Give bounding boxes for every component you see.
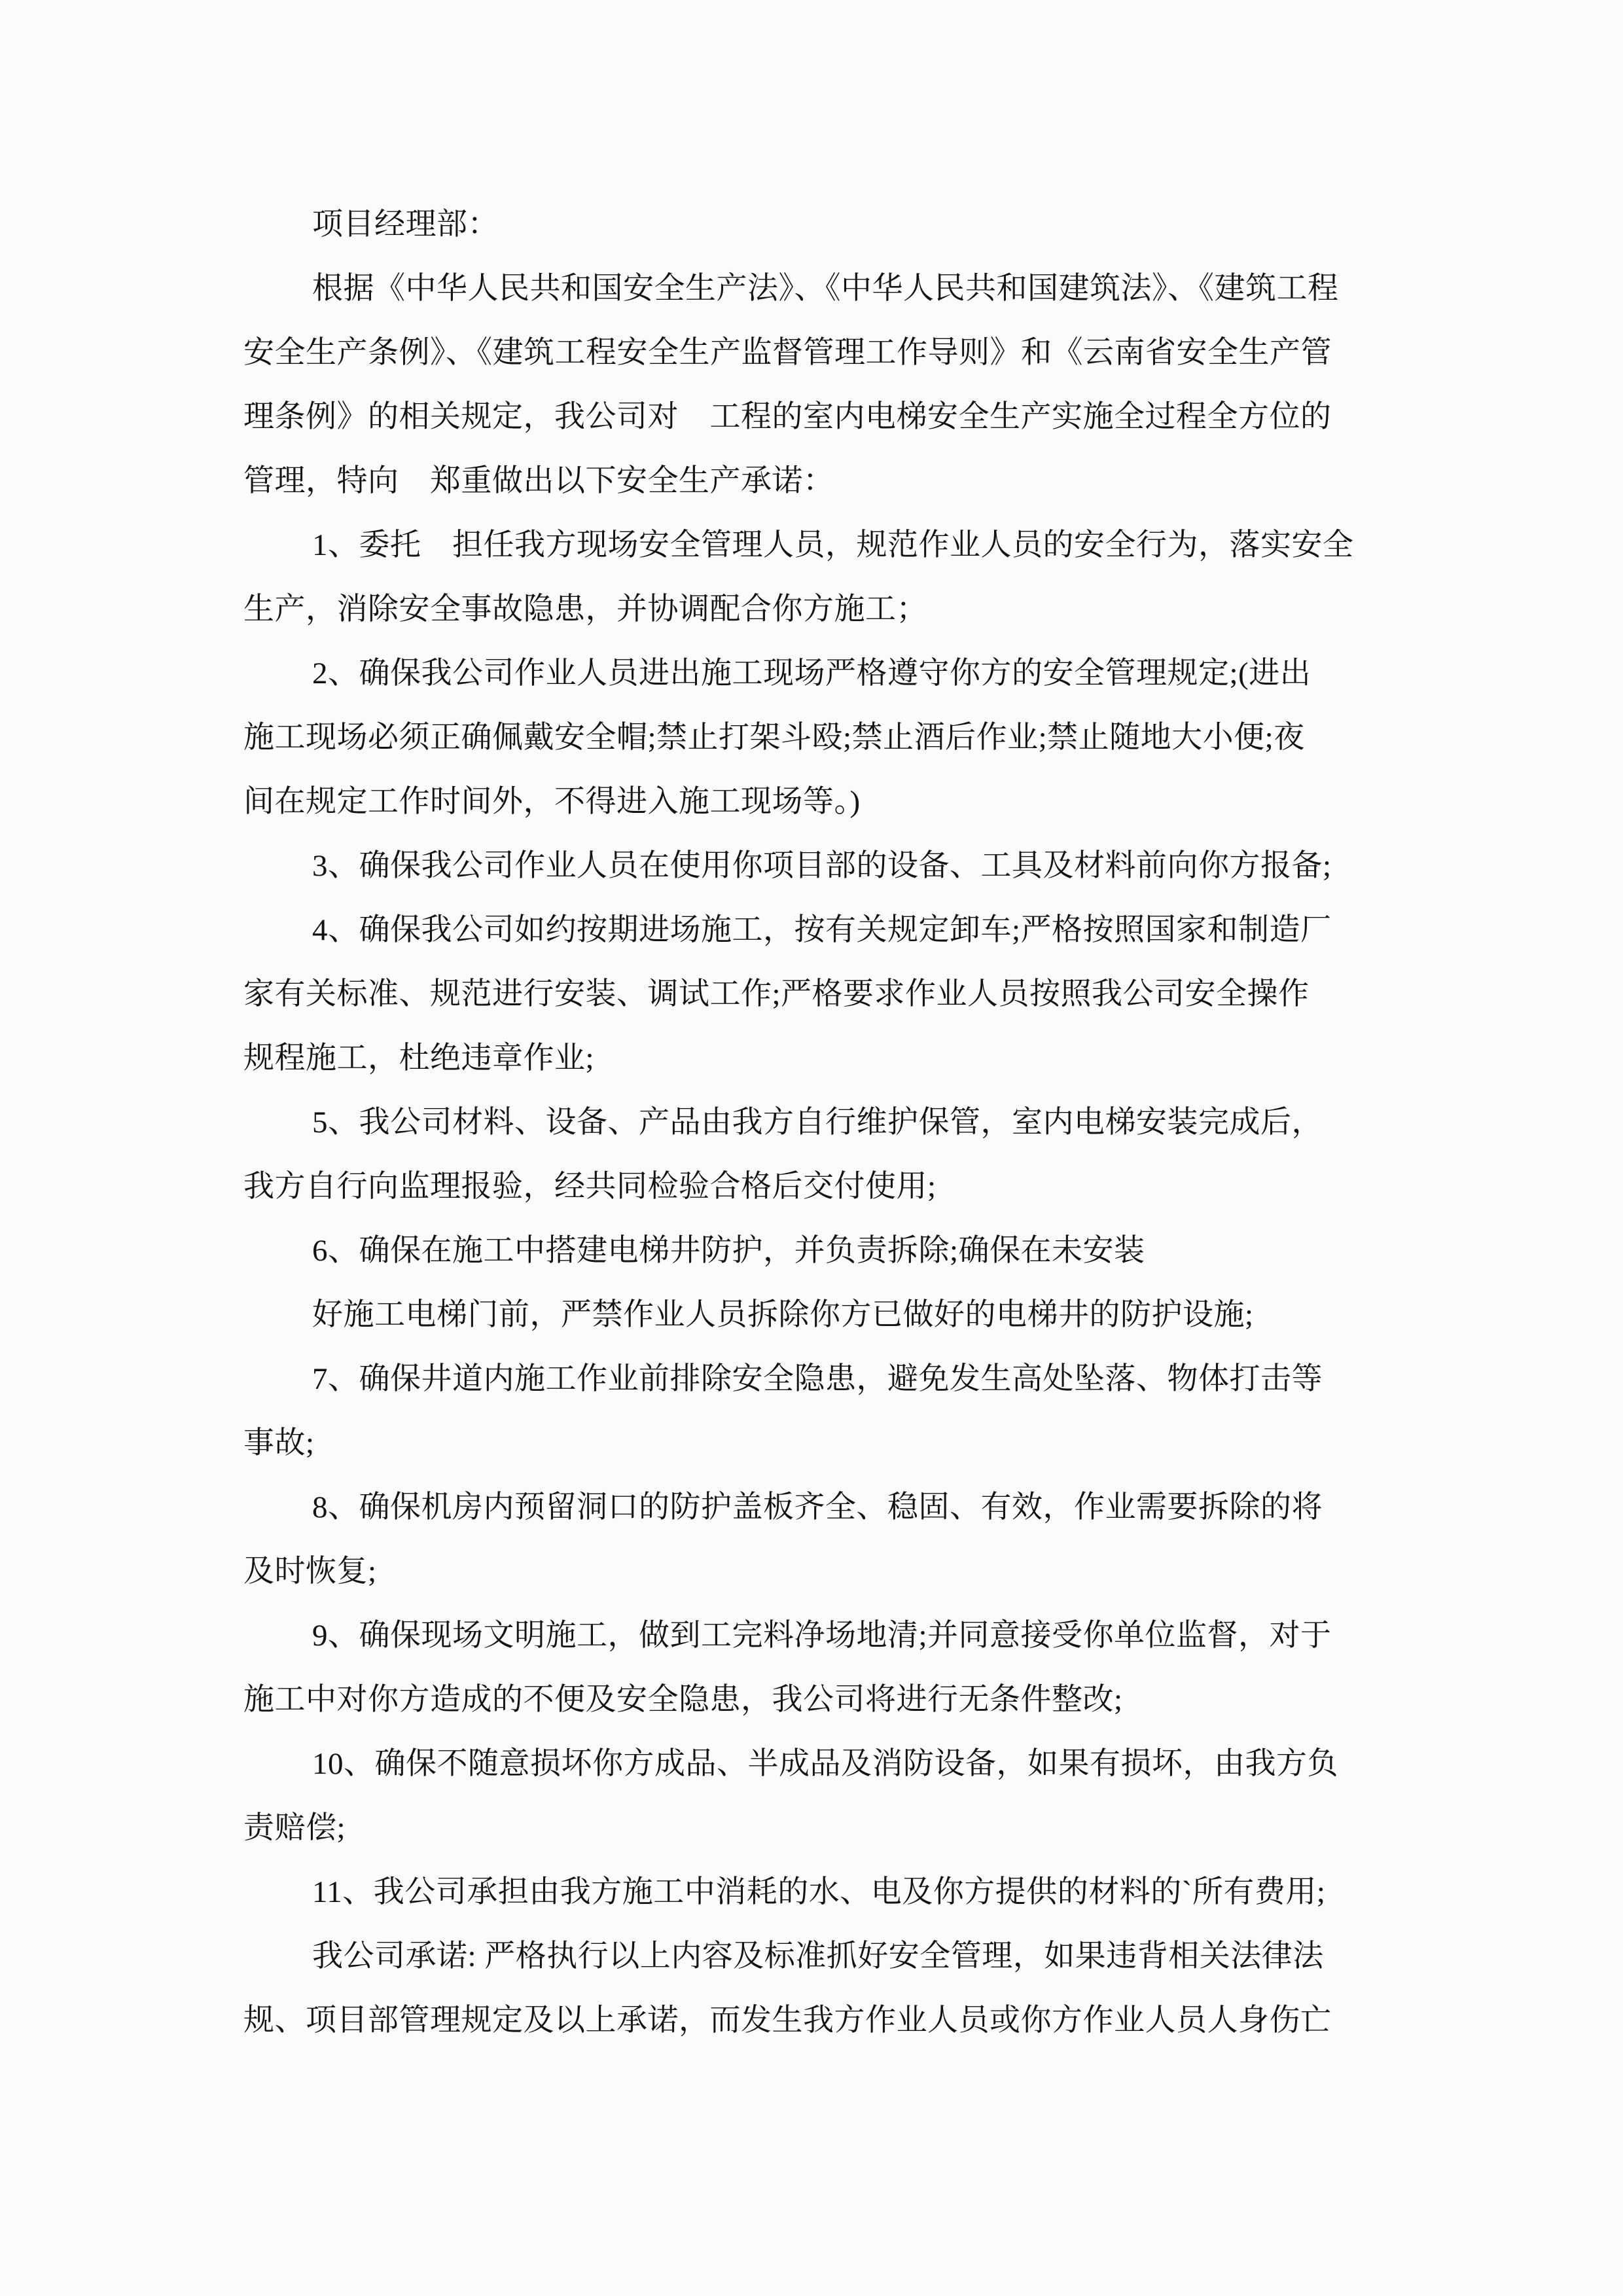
document-line: 8、确保机房内预留洞口的防护盖板齐全、稳固、有效，作业需要拆除的将 [312, 1490, 1323, 1524]
document-line: 2、确保我公司作业人员进出施工现场严格遵守你方的安全管理规定;(进出 [312, 656, 1311, 691]
document-line: 7、确保井道内施工作业前排除安全隐患，避免发生高处坠落、物体打击等 [312, 1362, 1323, 1396]
document-line: 根据《中华人民共和国安全生产法》、《中华人民共和国建筑法》、《建筑工程 [312, 272, 1339, 306]
document-line: 家有关标准、规范进行安装、调试工作;严格要求作业人员按照我公司安全操作 [243, 977, 1310, 1011]
document-line: 4、确保我公司如约按期进场施工，按有关规定卸车;严格按照国家和制造厂 [312, 913, 1332, 947]
document-line: 项目经理部： [312, 207, 499, 242]
document-line: 事故; [243, 1426, 315, 1460]
document-line: 5、我公司材料、设备、产品由我方自行维护保管，室内电梯安装完成后， [312, 1105, 1323, 1139]
document-line: 施工中对你方造成的不便及安全隐患，我公司将进行无条件整改; [243, 1683, 1123, 1717]
document-line: 管理，特向 郑重做出以下安全生产承诺： [243, 464, 834, 498]
document-line: 6、确保在施工中搭建电梯井防护，并负责拆除;确保在未安装 [312, 1234, 1145, 1268]
document-line: 规程施工，杜绝违章作业; [243, 1041, 595, 1075]
document-line: 间在规定工作时间外，不得进入施工现场等。) [243, 785, 861, 819]
document-body [243, 192, 1395, 2053]
document-line: 9、确保现场文明施工，做到工完料净场地清;并同意接受你单位监督，对于 [312, 1619, 1332, 1653]
document-line: 及时恢复; [243, 1554, 377, 1588]
document-line: 我公司承诺: 严格执行以上内容及标准抓好安全管理，如果违背相关法律法 [312, 1939, 1324, 1973]
document-line: 规、项目部管理规定及以上承诺，而发生我方作业人员或你方作业人员人身伤亡 [243, 2003, 1332, 2037]
document-line: 理条例》的相关规定，我公司对 工程的室内电梯安全生产实施全过程全方位的 [243, 400, 1332, 434]
document-line: 责赔偿; [243, 1811, 346, 1845]
document-line: 生产，消除安全事故隐患，并协调配合你方施工； [243, 592, 927, 626]
document-line: 1、委托 担任我方现场安全管理人员，规范作业人员的安全行为，落实安全 [312, 528, 1354, 562]
document-line: 11、我公司承担由我方施工中消耗的水、电及你方提供的材料的`所有费用; [312, 1875, 1326, 1909]
document-line: 3、确保我公司作业人员在使用你项目部的设备、工具及材料前向你方报备; [312, 849, 1332, 883]
document-line: 10、确保不随意损坏你方成品、半成品及消防设备，如果有损坏，由我方负 [312, 1747, 1338, 1781]
document-line: 好施工电梯门前，严禁作业人员拆除你方已做好的电梯井的防护设施; [312, 1298, 1254, 1332]
document-line: 安全生产条例》、《建筑工程安全生产监督管理工作导则》和《云南省安全生产管 [243, 336, 1332, 370]
document-line: 施工现场必须正确佩戴安全帽;禁止打架斗殴;禁止酒后作业;禁止随地大小便;夜 [243, 721, 1305, 755]
document-line: 我方自行向监理报验，经共同检验合格后交付使用; [243, 1170, 936, 1204]
